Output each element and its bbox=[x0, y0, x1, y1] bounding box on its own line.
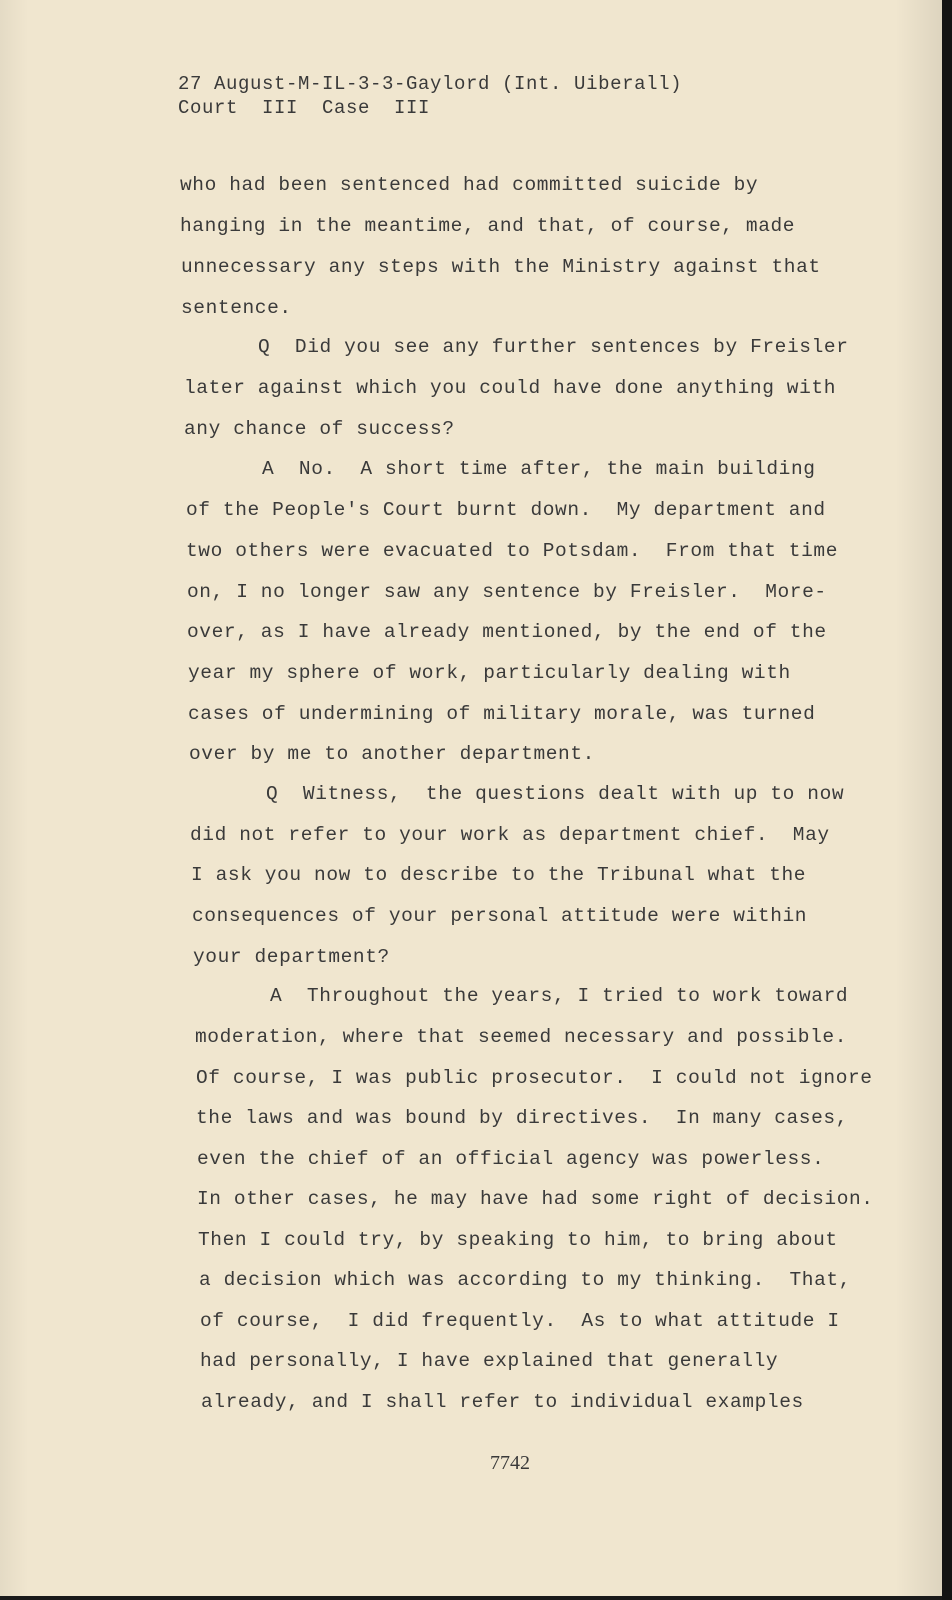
body-line: A Throughout the years, I tried to work toward bbox=[270, 985, 849, 1007]
body-line: a decision which was according to my thinking. That, bbox=[199, 1269, 852, 1291]
body-line: sentence. bbox=[181, 297, 292, 319]
body-line: had personally, I have explained that generally bbox=[200, 1350, 779, 1372]
page-number: 7742 bbox=[490, 1452, 530, 1474]
body-line: In other cases, he may have had some right of decision. bbox=[197, 1188, 874, 1210]
body-line: moderation, where that seemed necessary and possible. bbox=[195, 1026, 848, 1048]
body-line: later against which you could have done anything with bbox=[184, 377, 837, 399]
header-line-2: Court III Case III bbox=[178, 97, 431, 119]
body-line: unnecessary any steps with the Ministry against that bbox=[181, 256, 821, 278]
body-line: year my sphere of work, particularly dealing with bbox=[188, 662, 791, 684]
body-line: hanging in the meantime, and that, of course, made bbox=[180, 215, 796, 237]
body-line: any chance of success? bbox=[184, 418, 455, 440]
body-line: already, and I shall refer to individual examples bbox=[201, 1391, 804, 1413]
body-line: who had been sentenced had committed suicide by bbox=[180, 174, 759, 196]
body-line: even the chief of an official agency was powerless. bbox=[197, 1148, 825, 1170]
body-line: your department? bbox=[193, 946, 390, 968]
body-line: of course, I did frequently. As to what attitude I bbox=[200, 1310, 840, 1332]
body-line: the laws and was bound by directives. In many cases, bbox=[196, 1107, 849, 1129]
header-line-1: 27 August-M-IL-3-3-Gaylord (Int. Uiberall) bbox=[178, 73, 683, 95]
body-line: Q Did you see any further sentences by Freisler bbox=[258, 336, 849, 358]
body-line: on, I no longer saw any sentence by Freisler. More- bbox=[187, 581, 827, 603]
scan-edge bbox=[942, 0, 952, 1600]
body-line: Then I could try, by speaking to him, to bring about bbox=[198, 1229, 838, 1251]
body-line: of the People's Court burnt down. My department and bbox=[186, 499, 826, 521]
body-line: Of course, I was public prosecutor. I could not ignore bbox=[196, 1067, 873, 1089]
body-line: consequences of your personal attitude were within bbox=[192, 905, 808, 927]
body-line: over by me to another department. bbox=[189, 743, 595, 765]
body-line: over, as I have already mentioned, by the end of the bbox=[187, 621, 827, 643]
body-line: did not refer to your work as department chief. May bbox=[190, 824, 830, 846]
body-line: cases of undermining of military morale, was turned bbox=[188, 703, 816, 725]
body-line: A No. A short time after, the main building bbox=[262, 458, 816, 480]
body-line: Q Witness, the questions dealt with up to now bbox=[266, 783, 845, 805]
body-line: I ask you now to describe to the Tribunal what the bbox=[191, 864, 807, 886]
body-line: two others were evacuated to Potsdam. From that time bbox=[186, 540, 839, 562]
